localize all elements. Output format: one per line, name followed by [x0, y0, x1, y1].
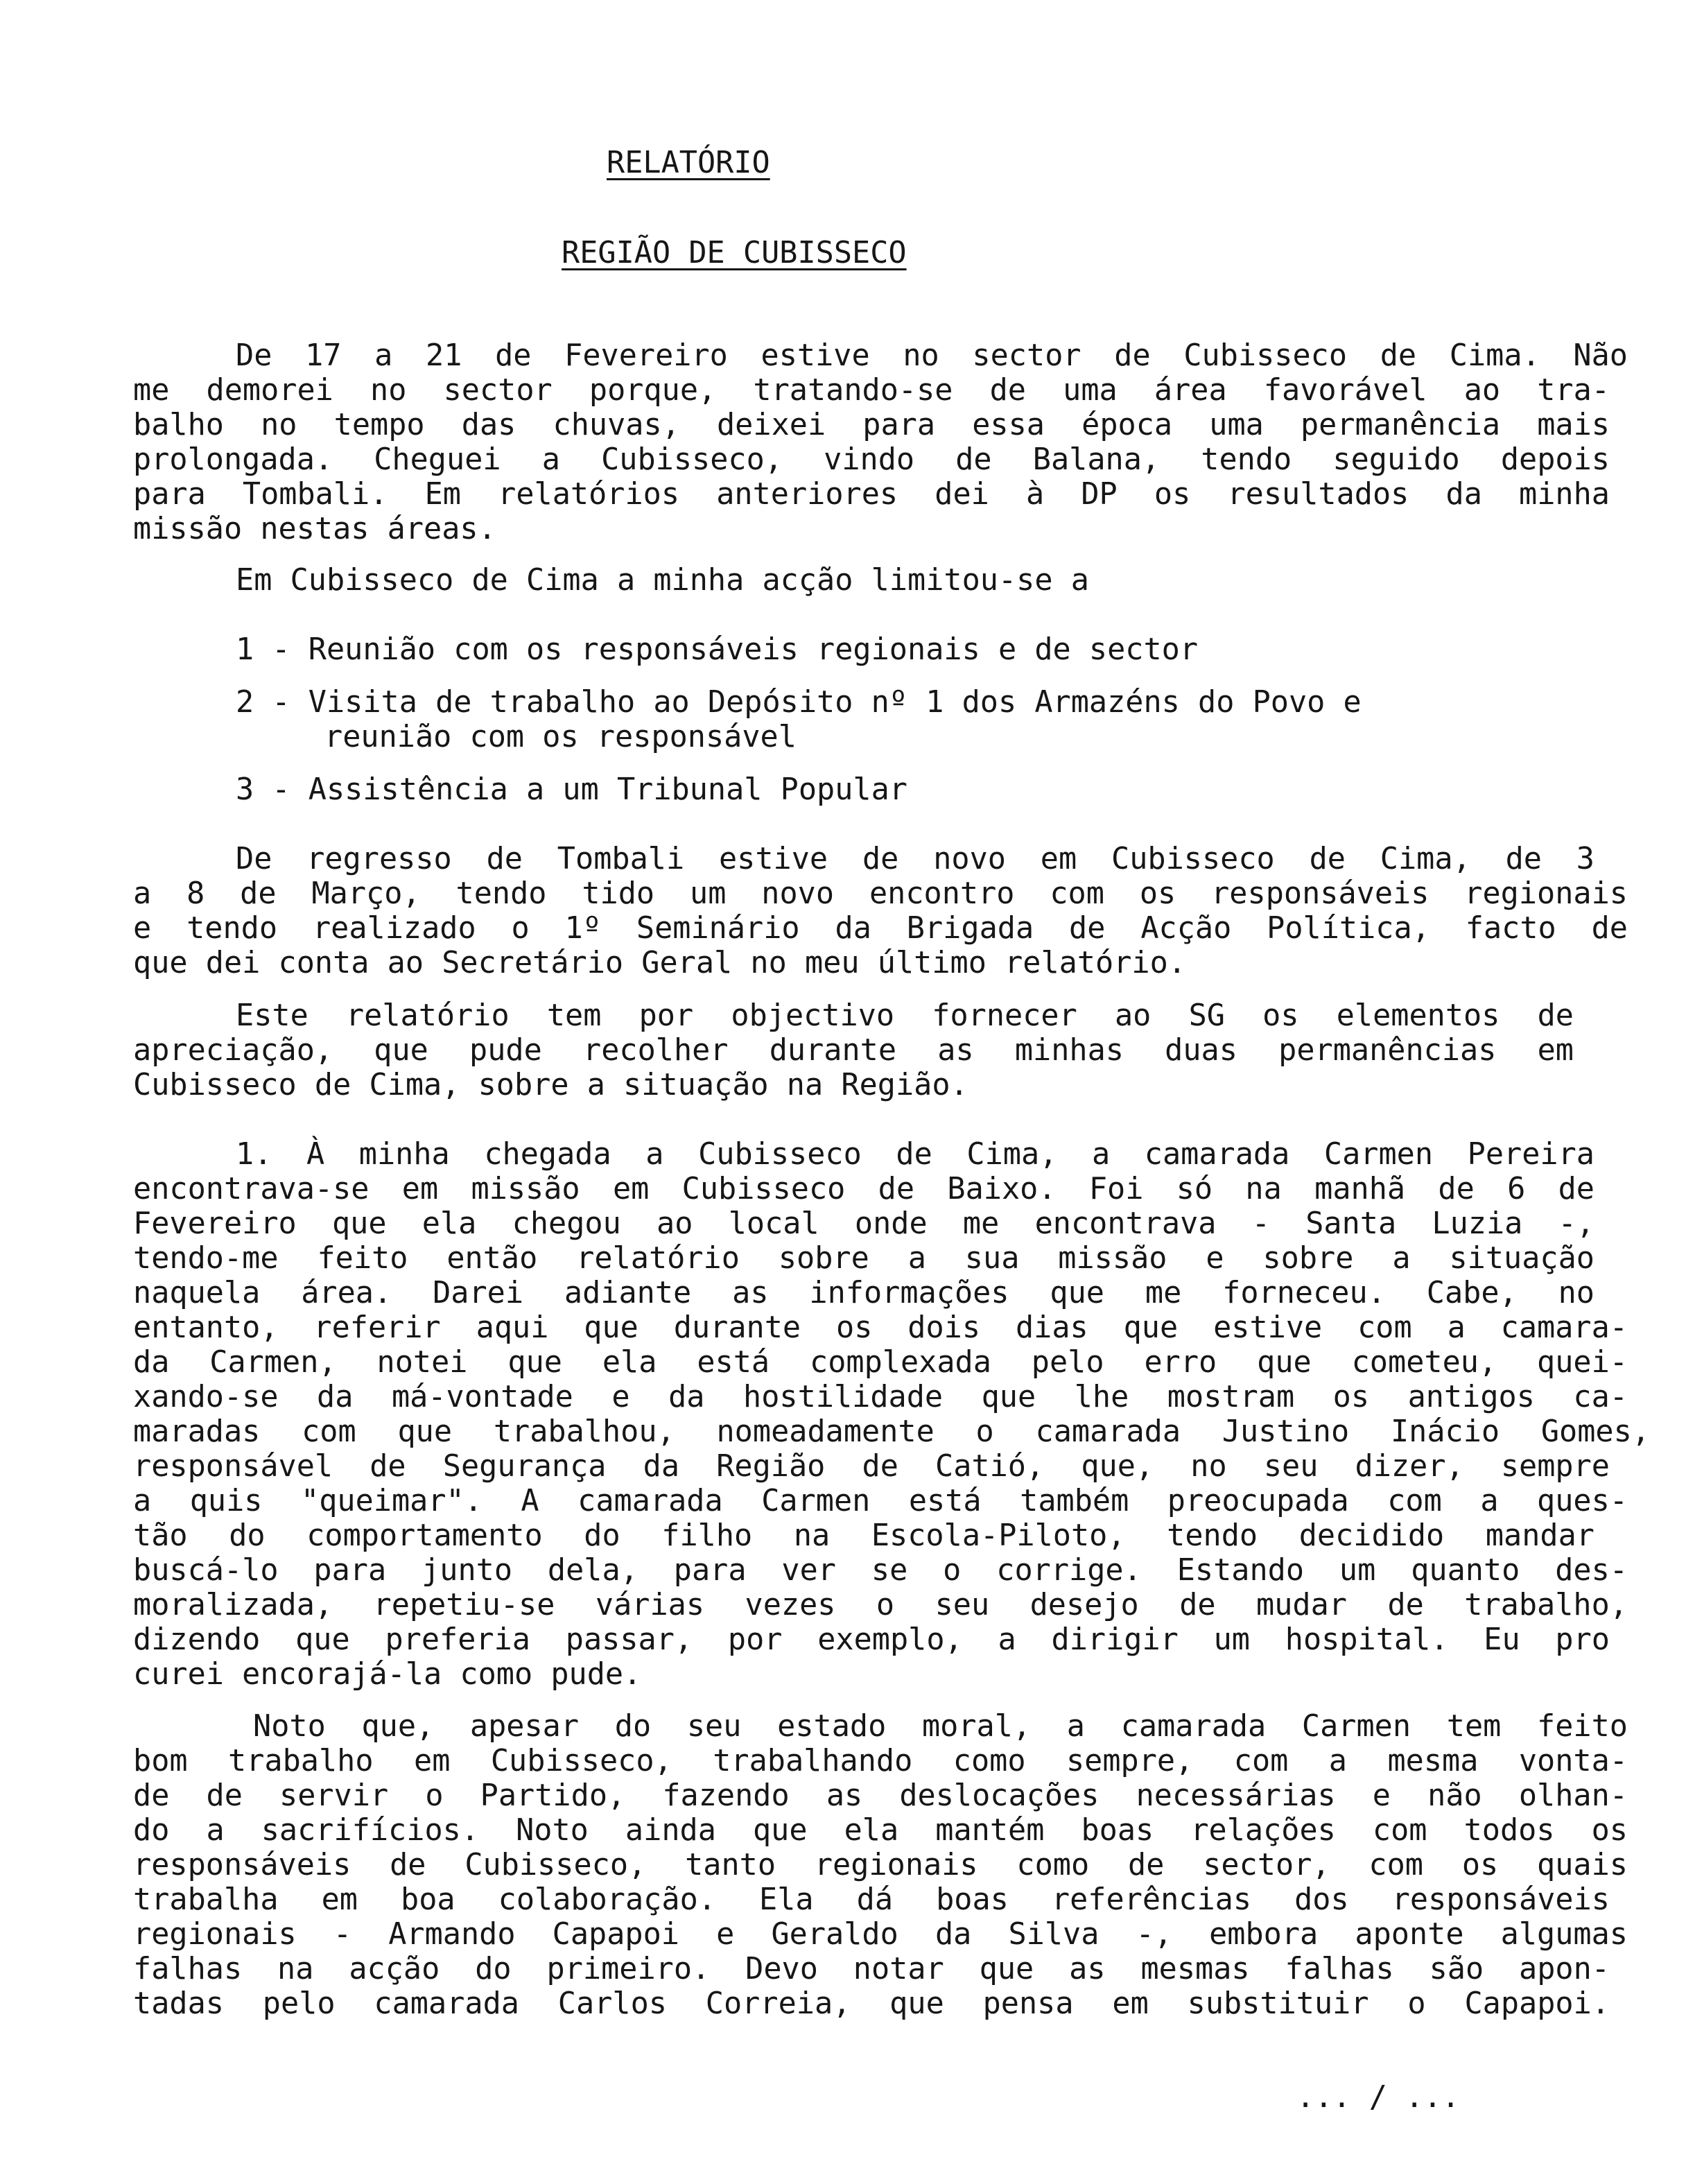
text-line: tadas pelo camarada Carlos Correia, que pensa em substituir o Capapoi. — [133, 1986, 1610, 2021]
list-item: 1 - Reunião com os responsáveis regionais e de sector — [236, 632, 1199, 667]
text-line: De regresso de Tombali estive de novo em Cubisseco de Cima, de 3 — [236, 842, 1594, 876]
text-line: Em Cubisseco de Cima a minha acção limitou-se a — [236, 563, 1089, 598]
text-line: apreciação, que pude recolher durante as minhas duas permanências em — [133, 1033, 1574, 1068]
text-line: a quis "queimar". A camarada Carmen está também preocupada com a ques- — [133, 1484, 1628, 1518]
text-line: responsáveis de Cubisseco, tanto regionais como de sector, com os quais — [133, 1848, 1628, 1882]
text-line: Fevereiro que ela chegou ao local onde me encontrava - Santa Luzia -, — [133, 1206, 1594, 1241]
text-line: balho no tempo das chuvas, deixei para essa época uma permanência mais — [133, 408, 1610, 442]
text-line: regionais - Armando Capapoi e Geraldo da Silva -, embora aponte algumas — [133, 1917, 1628, 1952]
text-line: Noto que, apesar do seu estado moral, a camarada Carmen tem feito — [253, 1709, 1628, 1744]
text-line: 1. À minha chegada a Cubisseco de Cima, a camarada Carmen Pereira — [236, 1137, 1594, 1172]
text-line: da Carmen, notei que ela está complexada pelo erro que cometeu, quei- — [133, 1345, 1628, 1380]
text-line: para Tombali. Em relatórios anteriores dei à DP os resultados da minha — [133, 477, 1610, 512]
list-item: 3 - Assistência a um Tribunal Popular — [236, 772, 908, 807]
text-line: de de servir o Partido, fazendo as deslocações necessárias e não olhan- — [133, 1778, 1628, 1813]
text-line: De 17 a 21 de Fevereiro estive no sector de Cubisseco de Cima. Não — [236, 338, 1628, 373]
text-line: do a sacrifícios. Noto ainda que ela mantém boas relações com todos os — [133, 1813, 1628, 1848]
list-item: 2 - Visita de trabalho ao Depósito nº 1 dos Armazéns do Povo e — [236, 685, 1362, 720]
text-line: responsável de Segurança da Região de Catió, que, no seu dizer, sempre — [133, 1449, 1610, 1484]
text-line: maradas com que trabalhou, nomeadamente o camarada Justino Inácio Gomes, — [133, 1414, 1650, 1449]
text-line: que dei conta ao Secretário Geral no meu último relatório. — [133, 946, 1186, 980]
text-line: bom trabalho em Cubisseco, trabalhando como sempre, com a mesma vonta- — [133, 1744, 1628, 1778]
document-title: RELATÓRIO — [607, 146, 770, 180]
text-line: tão do comportamento do filho na Escola-Piloto, tendo decidido mandar — [133, 1518, 1594, 1553]
text-line: naquela área. Darei adiante as informações que me forneceu. Cabe, no — [133, 1276, 1594, 1310]
text-line: encontrava-se em missão em Cubisseco de Baixo. Foi só na manhã de 6 de — [133, 1172, 1594, 1206]
document-subtitle: REGIÃO DE CUBISSECO — [562, 236, 907, 270]
text-line: missão nestas áreas. — [133, 512, 496, 546]
continuation-marker: ... / ... — [1296, 2080, 1460, 2115]
text-line: buscá-lo para junto dela, para ver se o corrige. Estando um quanto des- — [133, 1553, 1628, 1588]
text-line: prolongada. Cheguei a Cubisseco, vindo de Balana, tendo seguido depois — [133, 442, 1610, 477]
text-line: falhas na acção do primeiro. Devo notar que as mesmas falhas são apon- — [133, 1952, 1610, 1986]
text-line: tendo-me feito então relatório sobre a sua missão e sobre a situação — [133, 1241, 1594, 1276]
text-line: Este relatório tem por objectivo fornecer ao SG os elementos de — [236, 998, 1574, 1033]
list-item-continuation: reunião com os responsável — [324, 720, 797, 754]
text-line: moralizada, repetiu-se várias vezes o seu desejo de mudar de trabalho, — [133, 1588, 1628, 1622]
text-line: me demorei no sector porque, tratando-se de uma área favorável ao tra- — [133, 373, 1610, 408]
text-line: curei encorajá-la como pude. — [133, 1657, 642, 1692]
text-line: entanto, referir aqui que durante os dois dias que estive com a camara- — [133, 1310, 1628, 1345]
text-line: a 8 de Março, tendo tido um novo encontro com os responsáveis regionais — [133, 876, 1628, 911]
text-line: Cubisseco de Cima, sobre a situação na Região. — [133, 1068, 968, 1102]
text-line: dizendo que preferia passar, por exemplo, a dirigir um hospital. Eu pro — [133, 1622, 1610, 1657]
text-line: trabalha em boa colaboração. Ela dá boas referências dos responsáveis — [133, 1882, 1610, 1917]
text-line: xando-se da má-vontade e da hostilidade que lhe mostram os antigos ca- — [133, 1380, 1628, 1414]
text-line: e tendo realizado o 1º Seminário da Brigada de Acção Política, facto de — [133, 911, 1628, 946]
